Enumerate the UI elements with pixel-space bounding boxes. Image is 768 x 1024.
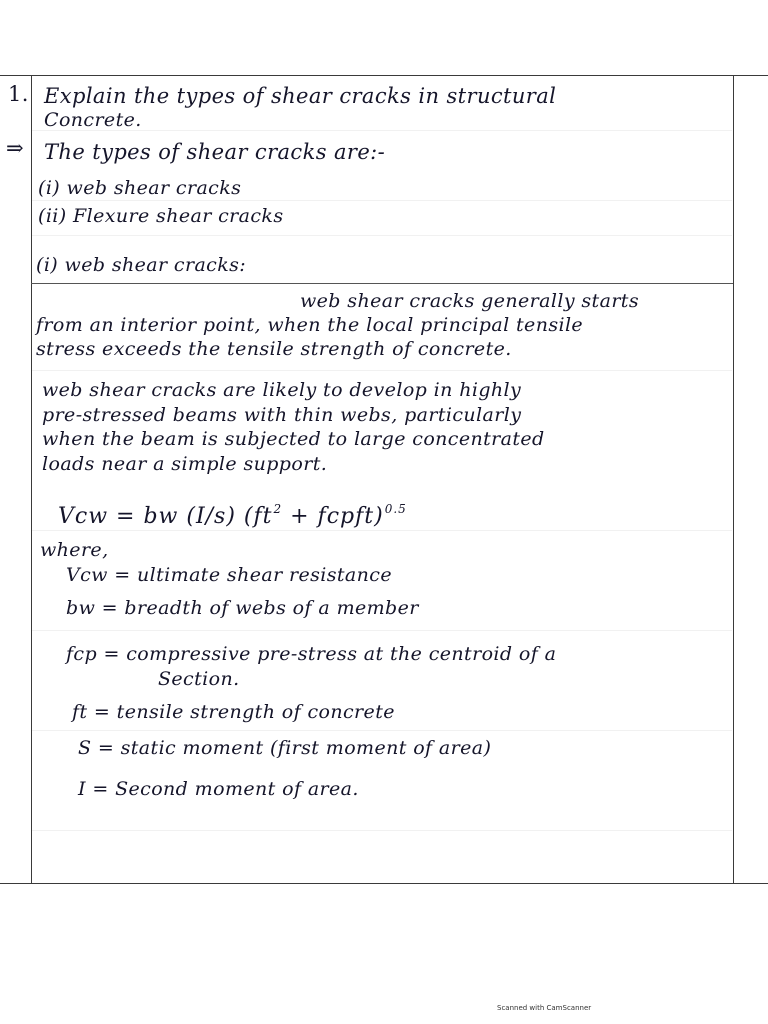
answer-arrow-icon: ⇒	[6, 136, 24, 160]
equation-mid: + fcpft)	[282, 504, 384, 529]
equation-square: 2	[273, 502, 283, 516]
left-margin-rule	[31, 75, 32, 883]
question-line-1: Explain the types of shear cracks in structural	[44, 84, 557, 108]
ruled-line	[32, 630, 732, 631]
crack-type-2: (ii) Flexure shear cracks	[38, 205, 284, 227]
para2-line-4: loads near a simple support.	[42, 453, 328, 475]
ruled-line	[32, 200, 732, 201]
definition-ft: ft = tensile strength of concrete	[72, 701, 395, 723]
definition-i: I = Second moment of area.	[78, 778, 359, 800]
right-margin-rule	[733, 75, 734, 883]
answer-intro: The types of shear cracks are:-	[44, 140, 386, 164]
para1-line-2: from an interior point, when the local principal tensile	[36, 314, 584, 336]
equation-exponent: 0.5	[384, 502, 407, 516]
definition-fcp-cont: Section.	[158, 668, 240, 690]
ruled-line	[32, 235, 732, 236]
bottom-rule	[0, 883, 768, 884]
para2-line-1: web shear cracks are likely to develop in highly	[42, 379, 522, 401]
definition-bw: bw = breadth of webs of a member	[66, 597, 419, 619]
para1-line-3: stress exceeds the tensile strength of concrete.	[36, 338, 512, 360]
para2-line-3: when the beam is subjected to large concentrated	[42, 428, 545, 450]
crack-type-1: (i) web shear cracks	[38, 177, 242, 199]
para1-line-1: web shear cracks generally starts	[300, 290, 639, 312]
section-divider	[31, 283, 733, 284]
definition-s: S = static moment (first moment of area)	[78, 737, 492, 759]
equation-lhs: Vcw = bw (I/s) (ft	[58, 504, 273, 529]
definition-vcw: Vcw = ultimate shear resistance	[66, 564, 392, 586]
ruled-line	[32, 370, 732, 371]
para2-line-2: pre-stressed beams with thin webs, particularly	[42, 404, 522, 426]
definition-fcp: fcp = compressive pre-stress at the centroid of a	[66, 643, 557, 665]
ruled-line	[32, 530, 732, 531]
question-line-2: Concrete.	[44, 109, 142, 131]
scanner-watermark: Scanned with CamScanner	[497, 1004, 592, 1012]
question-number: 1.	[8, 82, 29, 106]
ruled-line	[32, 730, 732, 731]
top-rule	[0, 75, 768, 76]
ruled-line	[32, 830, 732, 831]
where-label: where,	[40, 539, 109, 561]
shear-equation	[58, 498, 407, 528]
section-heading: (i) web shear cracks:	[36, 254, 247, 276]
